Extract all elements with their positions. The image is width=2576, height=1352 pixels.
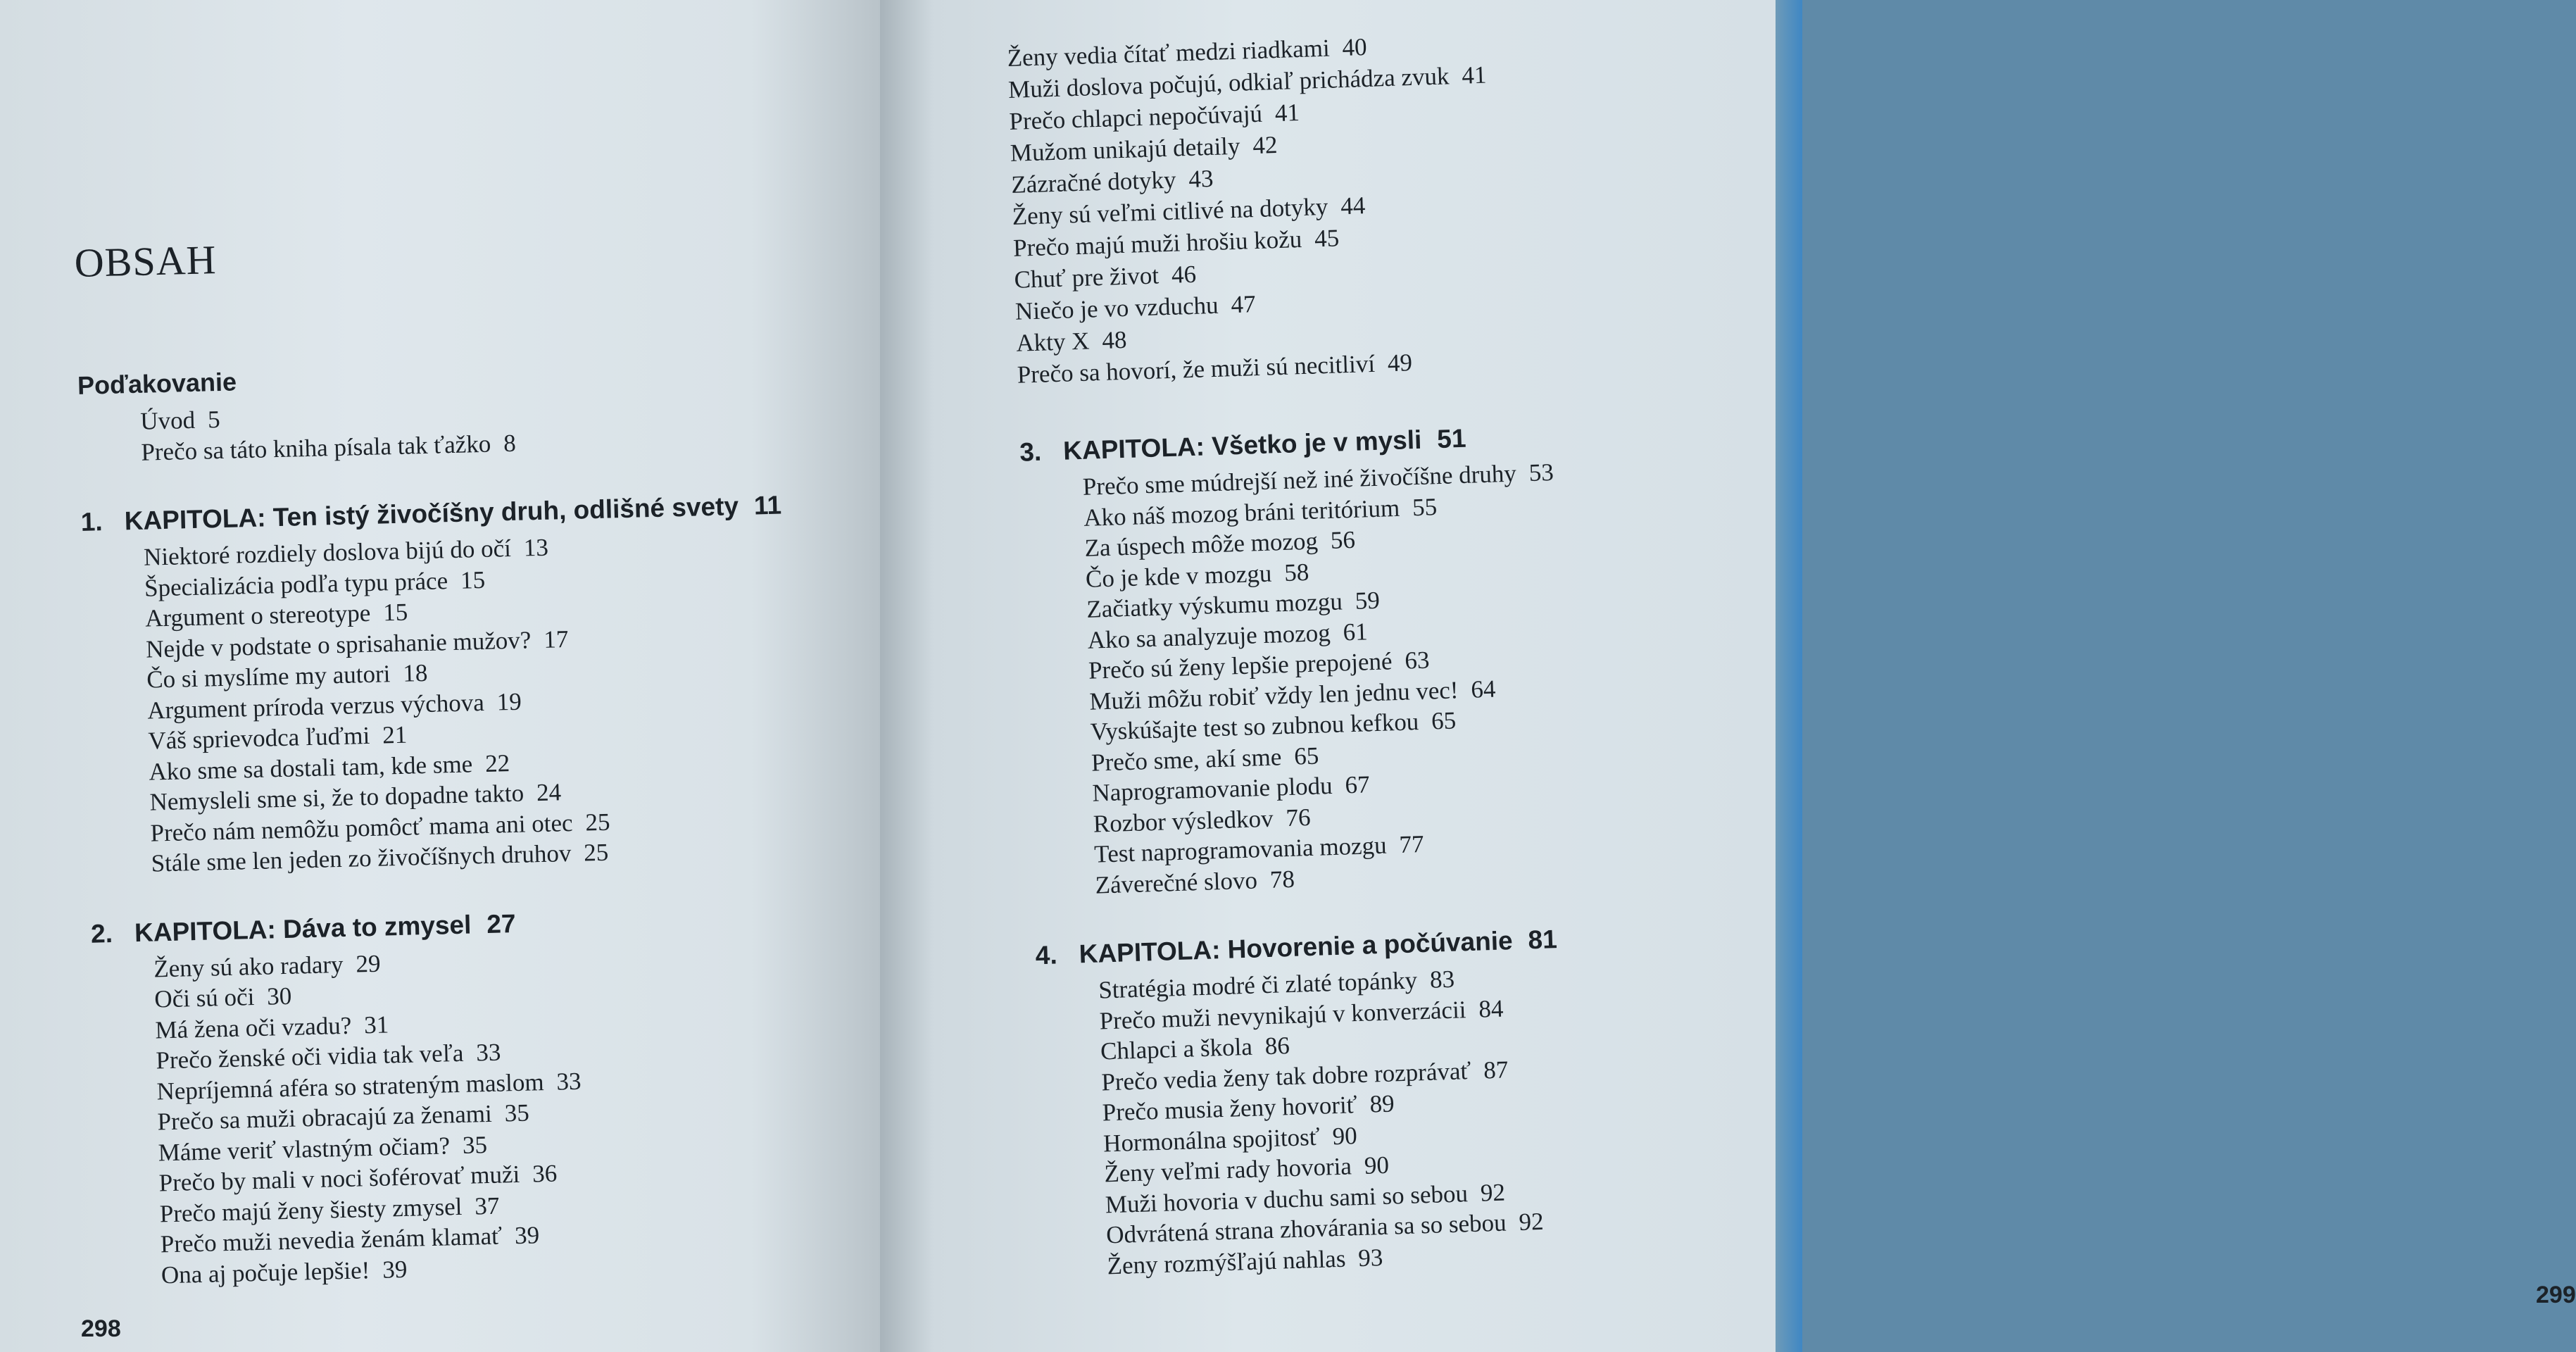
toc-entry: Odvrátená strana zhovárania sa so sebou 92 [1105, 1207, 1545, 1249]
toc-entry: Začiatky výskumu mozgu 59 [1086, 586, 1381, 623]
page-number-right: 299 [2536, 1282, 2576, 1308]
chapter-entries [1036, 954, 1778, 1283]
chapter-page: 27 [486, 908, 516, 939]
acknowledgement-section [77, 353, 840, 469]
toc-entry: Prečo sa muži obracajú za ženami 35 [157, 1098, 530, 1136]
toc-entry: Ako sa analyzuje mozog 61 [1087, 617, 1369, 654]
toc-entry: Prečo sa táto kniha písala tak ťažko 8 [140, 429, 517, 466]
toc-entry: Vyskúšajte test so zubnou kefkou 65 [1090, 706, 1457, 746]
toc-entry: Prečo muži nevynikajú v konverzácii 84 [1099, 994, 1504, 1035]
toc-entry: Prečo musia ženy hovoriť 89 [1102, 1089, 1395, 1127]
toc-entry: Ženy rozmýšľajú nahlas 93 [1107, 1243, 1383, 1279]
toc-entry: Prečo chlapci nepočúvajú 41 [1008, 98, 1300, 135]
toc-entry: Prečo majú muži hrošiu kožu 45 [1012, 224, 1340, 262]
toc-entry: Niektoré rozdiely doslova bijú do očí 13 [143, 533, 549, 571]
toc-entry: Ako sme sa dostali tam, kde sme 22 [149, 749, 510, 786]
right-page-content [1007, 19, 1778, 1317]
chapter-number: 3. [1019, 437, 1042, 467]
toc-entry: Akty X 48 [1015, 325, 1127, 357]
toc-entry: Ženy sú ako radary 29 [153, 949, 381, 983]
toc-entry: Test naprogramovania mozgu 77 [1093, 830, 1425, 868]
chapter-3 [1019, 410, 1765, 902]
toc-entry: Prečo by mali v noci šoférovať muži 36 [158, 1159, 558, 1197]
toc-entry: Prečo sme, akí sme 65 [1091, 741, 1319, 777]
toc-entry: Prečo muži nevedia ženám klamať 39 [160, 1221, 540, 1258]
toc-entry: Prečo sú ženy lepšie prepojené 63 [1088, 646, 1430, 684]
chapter-page: 11 [753, 490, 782, 520]
chapter-page: 51 [1436, 423, 1467, 454]
toc-entry: Argument príroda verzus výchova 19 [146, 687, 522, 725]
toc-entry: Chuť pre život 46 [1013, 260, 1197, 294]
left-page [0, 0, 884, 1352]
left-page-content [74, 221, 860, 1326]
chapter-title: KAPITOLA: Dáva to zmysel 27 [134, 908, 516, 947]
toc-entry: Úvod 5 [139, 406, 221, 435]
chapter-entries [92, 937, 860, 1292]
toc-entry: Naprogramovanie plodu 67 [1091, 770, 1371, 807]
toc-entry: Stále sme len jeden zo živočíšnych druhov 25 [151, 838, 609, 877]
page-number-left: 298 [81, 1315, 121, 1342]
toc-entry: Ženy veľmi rady hovoria 90 [1103, 1151, 1390, 1188]
acknowledgement-heading: Poďakovanie [77, 367, 237, 400]
acknowledgement-entries [78, 389, 840, 469]
toc-entry: Čo je kde v mozgu 58 [1085, 558, 1309, 593]
toc-entry: Muži môžu robiť vždy len jednu vec! 64 [1088, 675, 1497, 715]
toc-entry: Záverečné slovo 78 [1095, 865, 1295, 899]
toc-entry: Prečo majú ženy šiesty zmysel 37 [159, 1191, 500, 1227]
toc-entry: Má žena oči vzadu? 31 [154, 1010, 389, 1044]
toc-entry: Prečo sa hovorí, že muži sú necitliví 49 [1017, 349, 1413, 389]
chapter-2 [90, 896, 860, 1292]
toc-entry: Ona aj počuje lepšie! 39 [161, 1255, 408, 1289]
chapter-entries [82, 525, 850, 880]
right-page [880, 0, 2576, 1352]
toc-entry: Za úspech môže mozog 56 [1084, 525, 1356, 562]
background-edge [1776, 0, 1802, 1352]
chapter-1 [80, 484, 850, 881]
toc-entry: Prečo sme múdrejší než iné živočíšne druhy 53 [1082, 458, 1554, 501]
chapter-entries [1020, 451, 1766, 902]
toc-title: OBSAH [74, 237, 218, 286]
toc-entry: Čo si myslíme my autori 18 [146, 658, 428, 694]
toc-entry: Chlapci a škola 86 [1100, 1032, 1290, 1065]
chapter-4 [1035, 913, 1778, 1283]
chapter-number: 4. [1035, 940, 1058, 970]
toc-entry: Zázračné dotyky 43 [1010, 164, 1214, 199]
continued-entries [1007, 19, 1749, 390]
toc-entry: Muži hovoria v duchu sami so sebou 92 [1105, 1178, 1506, 1218]
chapter-number: 2. [90, 918, 113, 949]
toc-entry: Hormonálna spojitosť 90 [1102, 1121, 1358, 1157]
chapter-title: KAPITOLA: Hovorenie a počúvanie 81 [1079, 925, 1558, 969]
chapter-number: 1. [80, 507, 103, 537]
toc-entry: Máme veriť vlastným očiam? 35 [158, 1130, 488, 1166]
toc-entry: Špecializácia podľa typu práce 15 [144, 565, 486, 602]
toc-entry: Prečo nám nemôžu pomôcť mama ani otec 25 [150, 808, 610, 847]
toc-entry: Nejde v podstate o sprisahanie mužov? 17 [145, 625, 569, 663]
toc-entry: Prečo vedia ženy tak dobre rozprávať 87 [1100, 1055, 1509, 1096]
chapter-title: KAPITOLA: Ten istý živočíšny druh, odlišné svety 11 [124, 490, 782, 536]
toc-entry: Rozbor výsledkov 76 [1093, 803, 1312, 838]
toc-entry: Stratégia modré či zlaté topánky 83 [1098, 965, 1455, 1004]
toc-entry: Ženy sú veľmi citlivé na dotyky 44 [1012, 192, 1366, 230]
toc-entry: Ako náš mozog bráni teritórium 55 [1083, 492, 1438, 532]
toc-entry: Ženy vedia čítať medzi riadkami 40 [1007, 32, 1368, 72]
chapter-title: KAPITOLA: Všetko je v mysli 51 [1062, 423, 1467, 465]
toc-entry: Oči sú oči 30 [153, 982, 292, 1013]
toc-entry: Argument o stereotype 15 [144, 598, 408, 632]
toc-entry: Muži doslova počujú, odkiaľ prichádza zvuk 41 [1007, 61, 1487, 104]
toc-entry: Mužom unikajú detaily 42 [1010, 131, 1278, 167]
toc-entry: Prečo ženské oči vidia tak veľa 33 [156, 1038, 501, 1075]
toc-entry: Nemysleli sme si, že to dopadne takto 24 [149, 778, 562, 816]
toc-entry: Váš sprievodca ľuďmi 21 [147, 720, 408, 755]
chapter-page: 81 [1527, 925, 1558, 955]
toc-entry: Nepríjemná aféra so strateným maslom 33 [156, 1067, 582, 1105]
toc-entry: Niečo je vo vzduchu 47 [1014, 290, 1257, 325]
